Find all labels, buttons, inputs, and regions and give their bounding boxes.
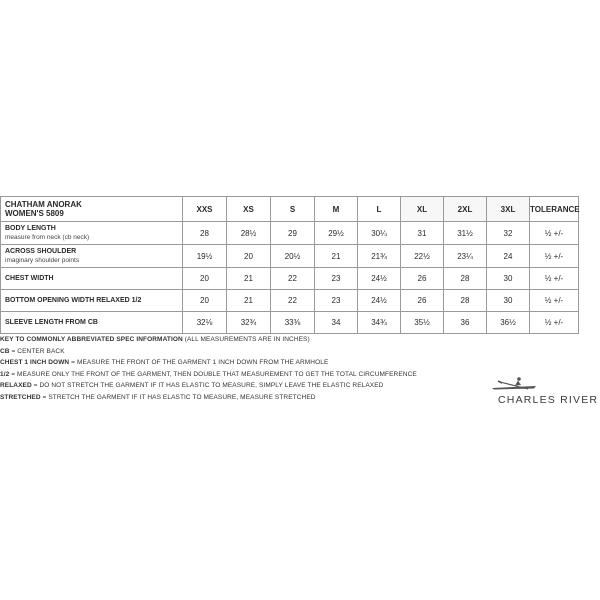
key-heading-line <box>0 334 417 346</box>
table-cell: 19½ <box>183 245 227 268</box>
row-sublabel: measure from neck (cb neck) <box>5 234 90 241</box>
row-label-cell <box>1 245 183 268</box>
key-item <box>0 346 417 358</box>
row-label: BOTTOM OPENING WIDTH RELAXED 1/2 <box>5 297 142 304</box>
row-label-cell <box>1 312 183 334</box>
key-definition: = MEASURE ONLY THE FRONT OF THE GARMENT, THEN DOUBLE THAT MEASUREMENT TO GET THE TOTAL CIRCUMFERENCE <box>11 370 417 378</box>
key-heading: KEY TO COMMONLY ABBREVIATED SPEC INFORMATION <box>0 336 183 343</box>
table-cell: 24½ <box>358 268 401 290</box>
column-header: XL <box>401 197 444 222</box>
key-definition: = CENTER BACK <box>11 347 65 355</box>
key-term: STRETCHED <box>0 393 41 401</box>
table-cell: 32 <box>487 222 530 245</box>
table-cell: 34¾ <box>358 312 401 334</box>
table-cell: 28 <box>183 222 227 245</box>
table-cell: 28½ <box>227 222 271 245</box>
table-cell: 28 <box>444 290 487 312</box>
table-cell: 36 <box>444 312 487 334</box>
table-cell: 20 <box>183 290 227 312</box>
row-label: SLEEVE LENGTH FROM CB <box>5 319 98 326</box>
table-cell: 29 <box>271 222 315 245</box>
brand-name: CHARLES RIVER <box>498 394 599 406</box>
key-term: RELAXED <box>0 382 32 390</box>
column-header: XS <box>227 197 271 222</box>
table-cell: 31½ <box>444 222 487 245</box>
column-header: L <box>358 197 401 222</box>
key-term: CB <box>0 347 10 355</box>
product-name: CHATHAM ANORAK <box>5 200 82 209</box>
table-cell: 22 <box>271 268 315 290</box>
table-cell: 32⅛ <box>183 312 227 334</box>
table-cell: 33⅜ <box>271 312 315 334</box>
table-cell: ½ +/- <box>530 245 579 268</box>
row-sublabel: imaginary shoulder points <box>5 257 80 264</box>
table-cell: 23 <box>315 268 358 290</box>
table-cell: 26 <box>401 290 444 312</box>
row-label-cell <box>1 268 183 290</box>
table-cell: 21 <box>315 245 358 268</box>
key-item <box>0 357 417 369</box>
table-cell: 21 <box>227 268 271 290</box>
table-cell: 30 <box>487 268 530 290</box>
table-cell: 23 <box>315 290 358 312</box>
key-definition: = MEASURE THE FRONT OF THE GARMENT 1 INCH DOWN FROM THE ARMHOLE <box>71 359 329 367</box>
table-cell: 24 <box>487 245 530 268</box>
key-term: CHEST 1 INCH DOWN <box>0 359 70 367</box>
table-cell: 35½ <box>401 312 444 334</box>
table-row <box>1 268 579 290</box>
size-spec-table <box>0 196 579 334</box>
table-cell: 21¾ <box>358 245 401 268</box>
key-heading-note: (ALL MEASUREMENTS ARE IN INCHES) <box>184 336 310 343</box>
table-row <box>1 245 579 268</box>
column-header: TOLERANCE <box>530 197 579 222</box>
table-cell: 24½ <box>358 290 401 312</box>
row-label-cell <box>1 290 183 312</box>
table-cell: 28 <box>444 268 487 290</box>
table-cell: 26 <box>401 268 444 290</box>
column-header: S <box>271 197 315 222</box>
table-cell: 29½ <box>315 222 358 245</box>
table-cell: 30¼ <box>358 222 401 245</box>
column-header: M <box>315 197 358 222</box>
table-cell: 20 <box>183 268 227 290</box>
column-header: 3XL <box>487 197 530 222</box>
table-cell: 34 <box>315 312 358 334</box>
table-cell: 20½ <box>271 245 315 268</box>
table-cell: 23¼ <box>444 245 487 268</box>
table-cell: 31 <box>401 222 444 245</box>
row-label: CHEST WIDTH <box>5 275 54 282</box>
key-item <box>0 369 417 381</box>
table-cell: ½ +/- <box>530 312 579 334</box>
row-label: ACROSS SHOULDER <box>5 248 77 255</box>
key-definition: = DO NOT STRETCH THE GARMENT IF IT HAS ELASTIC TO MEASURE, SIMPLY LEAVE THE ELASTIC RELAXED <box>33 382 384 390</box>
abbreviation-key <box>0 334 417 404</box>
table-cell: 20 <box>227 245 271 268</box>
table-cell: 30 <box>487 290 530 312</box>
key-item <box>0 392 417 404</box>
row-label: BODY LENGTH <box>5 225 56 232</box>
table-cell: 32¾ <box>227 312 271 334</box>
table-cell: ½ +/- <box>530 290 579 312</box>
table-row <box>1 222 579 245</box>
key-definition: = STRETCH THE GARMENT IF IT HAS ELASTIC TO MEASURE, MEASURE STRETCHED <box>42 393 316 401</box>
table-cell: 22 <box>271 290 315 312</box>
rower-icon <box>488 376 548 392</box>
table-row <box>1 312 579 334</box>
table-cell: 22½ <box>401 245 444 268</box>
column-header: XXS <box>183 197 227 222</box>
column-header: 2XL <box>444 197 487 222</box>
table-cell: 21 <box>227 290 271 312</box>
table-cell: ½ +/- <box>530 268 579 290</box>
table-header-row <box>1 197 579 222</box>
row-label-cell <box>1 222 183 245</box>
key-term: 1/2 <box>0 370 10 378</box>
table-row <box>1 290 579 312</box>
product-style: WOMEN'S 5809 <box>5 209 64 218</box>
table-cell: ½ +/- <box>530 222 579 245</box>
table-cell: 36½ <box>487 312 530 334</box>
product-title-cell <box>1 197 183 222</box>
key-item <box>0 380 417 392</box>
